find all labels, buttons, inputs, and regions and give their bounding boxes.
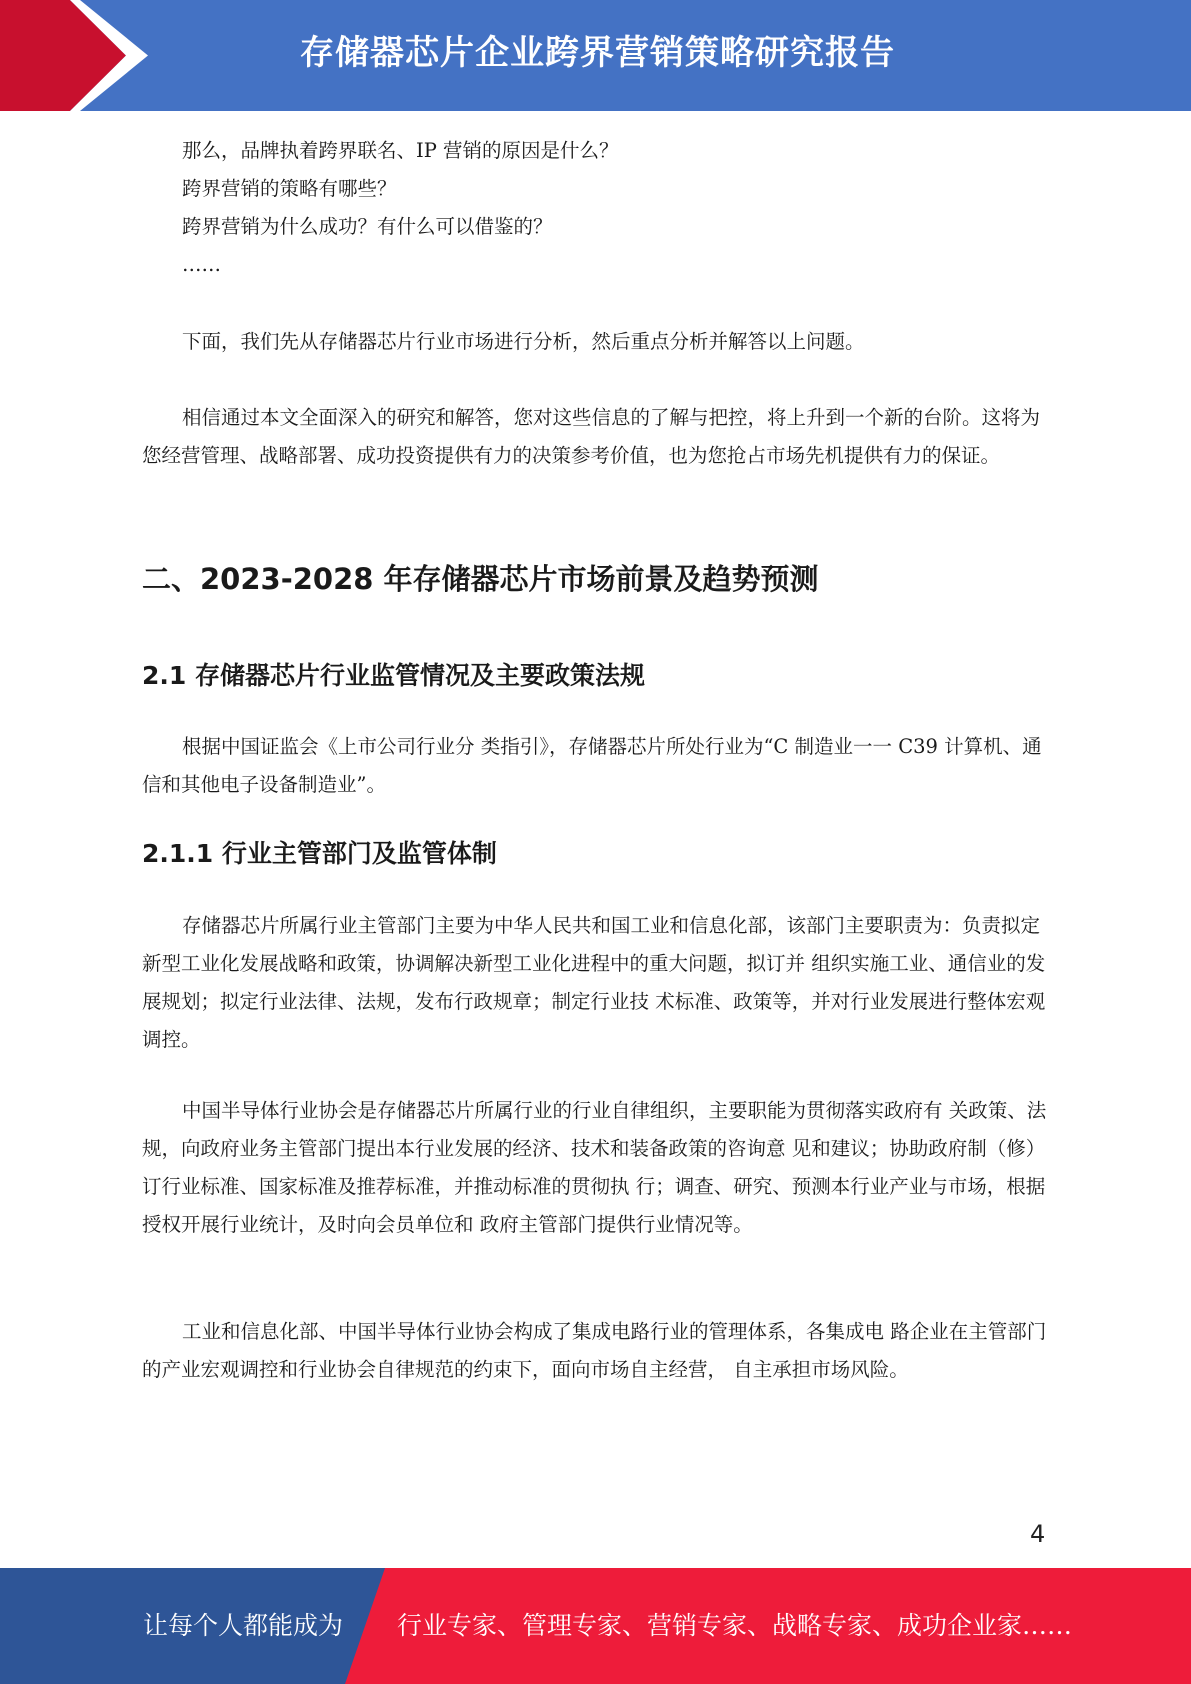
intro-paragraph: 下面，我们先从存储器芯片行业市场进行分析，然后重点分析并解答以上问题。 [182, 330, 865, 353]
report-title: 存储器芯片企业跨界营销策略研究报告 [300, 33, 895, 73]
question-item: 那么，品牌执着跨界联名、IP 营销的原因是什么？ [182, 139, 619, 162]
question-item: …… [182, 253, 221, 276]
footer-slogan-right: 行业专家、管理专家、营销专家、战略专家、成功企业家…… [397, 1611, 1073, 1640]
subsection-heading: 2.1 存储器芯片行业监管情况及主要政策法规 [142, 661, 645, 690]
body-paragraph: 中国半导体行业协会是存储器芯片所属行业的行业自律组织，主要职能为贯彻落实政府有 关政策、法规，向政府业务主管部门提出本行业发展的经济、技术和装备政策的咨询意 见和建议；协助政府制（修）订行业标准、国家标准及推荐标准，并推动标准的贯彻执 行；调查、研究、预测本行业产业与市场，根据授权开展行业统计，及时向会员单位和 政府主管部门提供行业情况等。 [142, 1099, 1047, 1236]
section-heading: 二、2023-2028 年存储器芯片市场前景及趋势预测 [142, 562, 819, 596]
question-list [142, 132, 1047, 284]
chevron-arrow-icon [0, 0, 160, 111]
question-item: 跨界营销的策略有哪些？ [182, 177, 397, 200]
body-paragraph: 工业和信息化部、中国半导体行业协会构成了集成电路行业的管理体系，各集成电 路企业在主管部门的产业宏观调控和行业协会自律规范的约束下，面向市场自主经营， 自主承担市场风险。 [142, 1320, 1047, 1381]
body-paragraph: 存储器芯片所属行业主管部门主要为中华人民共和国工业和信息化部，该部门主要职责为：负责拟定新型工业化发展战略和政策，协调解决新型工业化进程中的重大问题，拟订并 组织实施工业、通信业的发展规划；拟定行业法律、法规，发布行政规章；制定行业技 术标准、政策等，并对行业发展进行整体宏观调控。 [142, 914, 1046, 1051]
header-banner [0, 0, 1191, 111]
subsection-heading: 2.1.1 行业主管部门及监管体制 [142, 839, 497, 868]
intro-paragraph: 相信通过本文全面深入的研究和解答，您对这些信息的了解与把控，将上升到一个新的台阶。这将为您经营管理、战略部署、成功投资提供有力的决策参考价值，也为您抢占市场先机提供有力的保证。 [142, 406, 1041, 467]
body-paragraph: 根据中国证监会《上市公司行业分 类指引》，存储器芯片所处行业为“C 制造业一一 C39 计算机、通信和其他电子设备制造业”。 [142, 735, 1042, 796]
footer-banner [0, 1568, 1191, 1684]
question-item: 跨界营销为什么成功？有什么可以借鉴的？ [182, 215, 553, 238]
page-number: 4 [1030, 1520, 1046, 1548]
footer-slogan-left: 让每个人都能成为 [143, 1611, 344, 1640]
